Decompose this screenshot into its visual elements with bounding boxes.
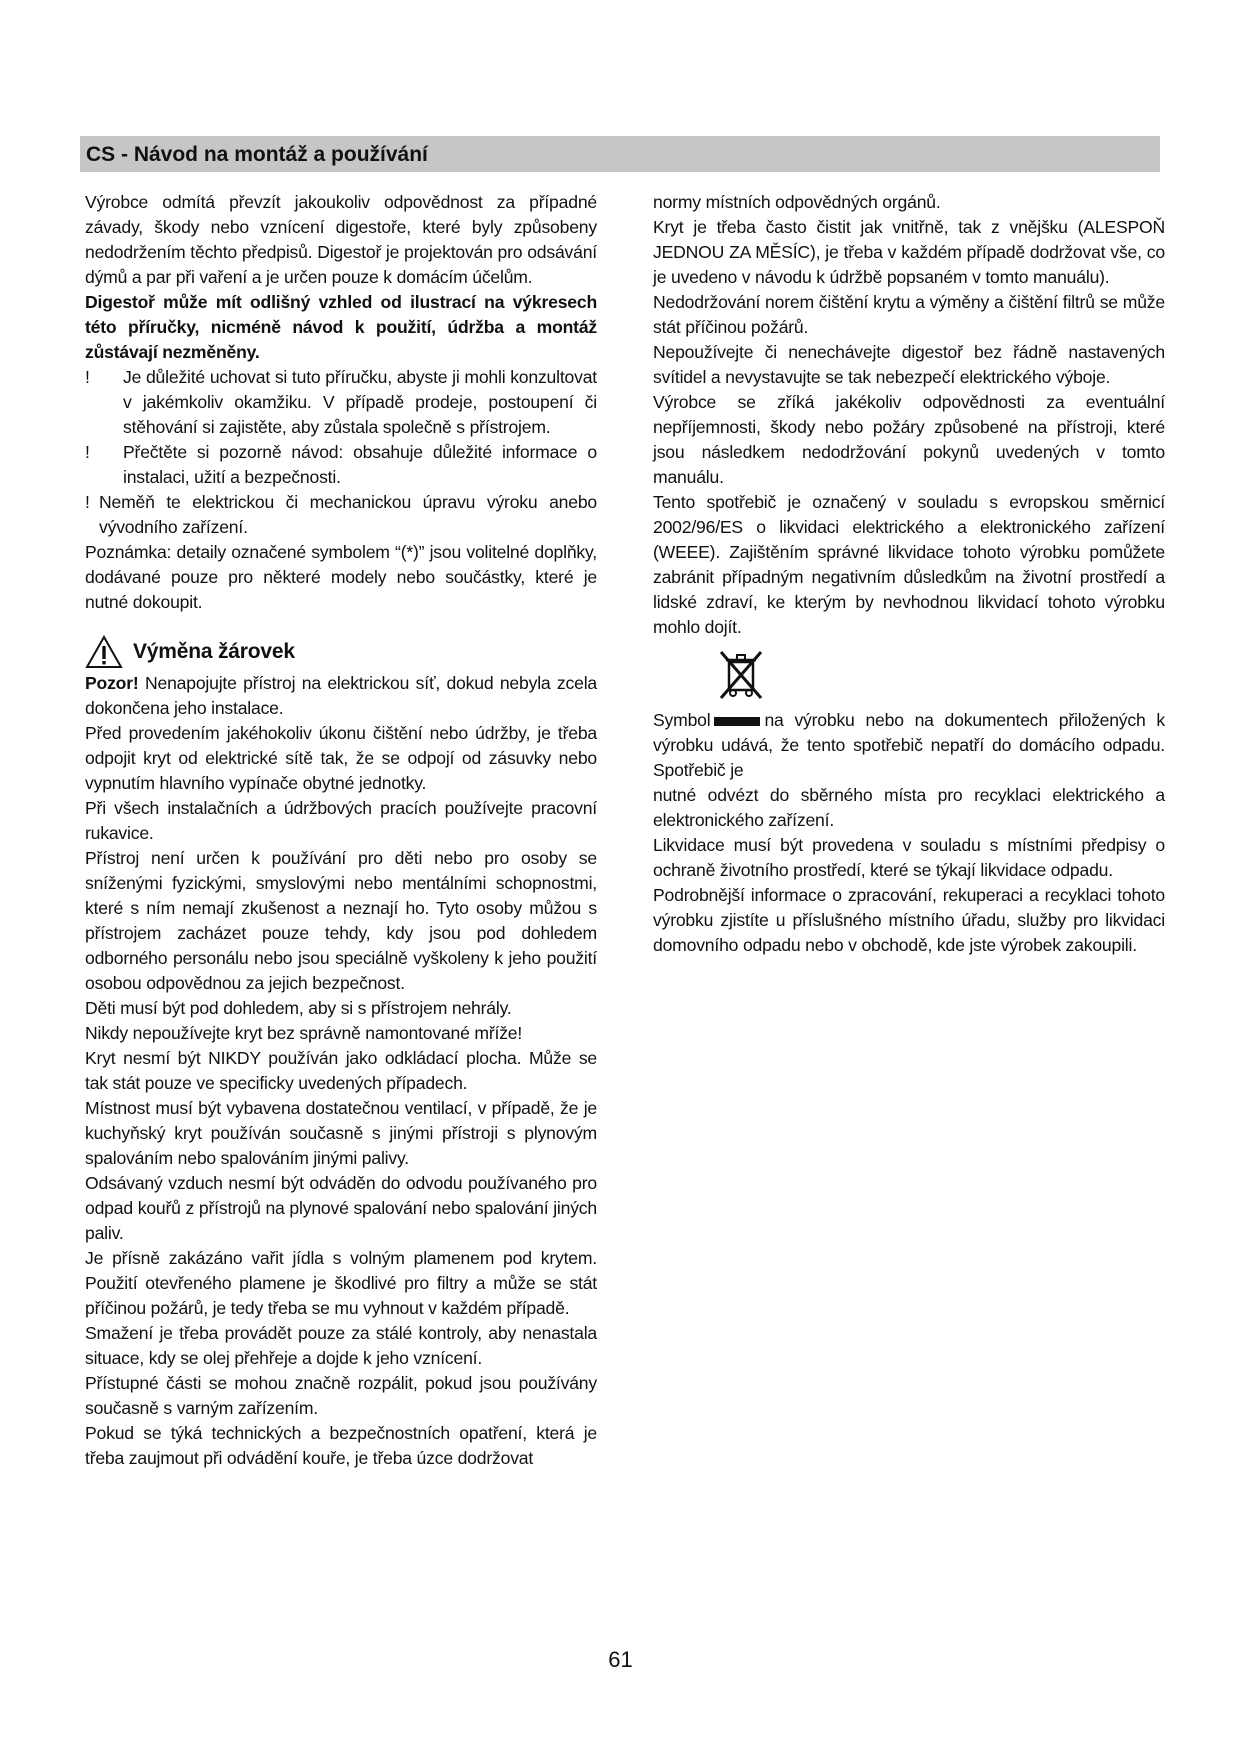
symbol-label: Symbol [653,710,711,730]
safety-paragraph: Před provedením jakéhokoliv úkonu čištění nebo údržby, je třeba odpojit kryt od elektrické sítě tak, že se odpojí od zásuvky nebo vypnutím hlavního vypínače obytné jednotky. [85,723,597,793]
intro-paragraph: Výrobce odmítá převzít jakoukoliv odpovědnost za případné závady, škody nebo vznícení digestoře, které byly způsobeny nedodržením těchto předpisů. Digestoř je projektován pro odsávání dýmů a par při vaření a je určen pouze k domácím účelům. [85,192,597,287]
safety-paragraph: Nikdy nepoužívejte kryt bez správně namontované mříže! [85,1023,523,1043]
warning-item [85,440,597,490]
section-title-bulbs [85,635,597,669]
warning-text: Neměň te elektrickou či mechanickou úpravu výroku anebo vývodního zařízení. [99,492,597,537]
right-paragraph: normy místních odpovědných orgánů. [653,192,941,212]
safety-paragraph: Smažení je třeba provádět pouze za stálé kontroly, aby nenastala situace, kdy se olej přehřeje a dojde k jeho vznícení. [85,1323,597,1368]
warning-triangle-icon [85,635,123,669]
black-bar-symbol [714,717,760,726]
right-paragraph: Kryt je třeba často čistit jak vnitřně, tak z vnějšku (ALESPOŇ JEDNOU ZA MĚSÍC), je třeba v každém případě dodržovat vše, co je uvedeno v návodu k údržbě popsaném v tomto manuálu). [653,217,1165,287]
safety-paragraph: Přístroj není určen k používání pro děti nebo pro osoby se sníženými fyzickými, smyslovými nebo mentálními schopnostmi, které s ním nemají zkušenost a neznají ho. Tyto osoby můžou s přístrojem zacházet pouze tehdy, kdy jsou pod dohledem odborného personálu nebo jsou speciálně vyškoleny k jeho použití osobou odpovědnou za jejich bezpečnost. [85,848,597,993]
right-paragraph: Likvidace musí být provedena v souladu s místními předpisy o ochraně životního prostředí, které se týkají likvidace odpadu. [653,835,1165,880]
warning-text: Je důležité uchovat si tuto příručku, abyste ji mohli konzultovat v jakémkoliv okamžiku. V případě prodeje, postoupení či stěhování si zajistěte, aby zůstala společně s přístrojem. [123,367,597,437]
attention-paragraph [85,671,597,721]
warning-item [85,365,597,440]
right-paragraph: Nedodržování norem čištění krytu a výměny a čištění filtrů se může stát příčinou požárů. [653,292,1165,337]
safety-paragraph: Děti musí být pod dohledem, aby si s přístrojem nehrály. [85,998,512,1018]
optional-parts-note: Poznámka: detaily označené symbolem “(*)” jsou volitelné doplňky, dodávané pouze pro některé modely nebo součástky, které je nutné dokoupit. [85,542,597,612]
safety-paragraph: Přístupné části se mohou značně rozpálit, pokud jsou používány současně s varným zařízením. [85,1373,597,1418]
safety-paragraph: Je přísně zakázáno vařit jídla s volným plamenem pod krytem. Použití otevřeného plamene je škodlivé pro filtry a může se stát příčinou požárů, je tedy třeba se mu vyhnout v každém případě. [85,1248,597,1318]
warning-text: Přečtěte si pozorně návod: obsahuje důležité informace o instalaci, užití a bezpečnosti. [123,442,597,487]
right-paragraph: Podrobnější informace o zpracování, rekuperaci a recyklaci tohoto výrobku zjistíte u příslušného místního úřadu, služby pro likvidaci domovního odpadu nebo v obchodě, kde jste výrobek zakoupili. [653,885,1165,955]
crossed-bin-icon [713,648,769,704]
weee-symbol-area [653,648,1165,708]
safety-paragraph: Pokud se týká technických a bezpečnostních opatření, která je třeba zaujmout při odvádění kouře, je třeba úzce dodržovat [85,1423,597,1468]
right-column [653,190,1165,958]
symbol-text: na výrobku nebo na dokumentech přiložených k výrobku udává, že tento spotřebič nepatří do domácího odpadu. Spotřebič je [653,710,1165,780]
safety-paragraph: Místnost musí být vybavena dostatečnou ventilací, v případě, že je kuchyňský kryt používán současně s jinými přístroji s plynovým spalováním nebo spalováním jinými palivy. [85,1098,597,1168]
left-column [85,190,597,1471]
right-paragraph: Tento spotřebič je označený v souladu s evropskou směrnicí 2002/96/ES o likvidaci elektrického a elektronického zařízení (WEEE). Zajištěním správné likvidace tohoto výrobku pomůžete zabránit případným negativním důsledkům na životní prostředí a lidské zdraví, ke kterým by nevhodnou likvidací tohoto výrobku mohlo dojít. [653,492,1165,637]
right-paragraph: Nepoužívejte či nenechávejte digestoř bez řádně nastavených svítidel a nevystavujte se tak nebezpečí elektrického výboje. [653,342,1165,387]
warning-item [85,490,597,540]
symbol-paragraph [653,708,1165,783]
safety-paragraph: Při všech instalačních a údržbových pracích používejte pracovní rukavice. [85,798,597,843]
appearance-note: Digestoř může mít odlišný vzhled od ilustrací na výkresech této příručky, nicméně návod k použití, údržba a montáž zůstávají nezměněny. [85,292,597,362]
attention-label: Pozor! [85,673,139,693]
right-paragraph: Výrobce se zříká jakékoliv odpovědnosti za eventuální nepříjemnosti, škody nebo požáry způsobené na přístroji, které jsou následkem nedodržování pokynů uvedených v tomto manuálu. [653,392,1165,487]
page-number: 61 [608,1647,633,1672]
exclamation-icon: ! [85,367,90,387]
section-title-text: Výměna žárovek [133,640,295,663]
exclamation-icon: ! [85,492,90,512]
safety-paragraph: Kryt nesmí být NIKDY používán jako odkládací plocha. Může se tak stát pouze ve specificky uvedených případech. [85,1048,597,1093]
exclamation-icon: ! [85,442,90,462]
safety-paragraph: Odsávaný vzduch nesmí být odváděn do odvodu používaného pro odpad kouřů z přístrojů na plynové spalování nebo spalování jiných paliv. [85,1173,597,1243]
attention-text: Nenapojujte přístroj na elektrickou síť, dokud nebyla zcela dokončena jeho instalace. [85,673,597,718]
right-paragraph: nutné odvézt do sběrného místa pro recyklaci elektrického a elektronického zařízení. [653,785,1165,830]
section-header: CS - Návod na montáž a používání [80,136,1160,172]
